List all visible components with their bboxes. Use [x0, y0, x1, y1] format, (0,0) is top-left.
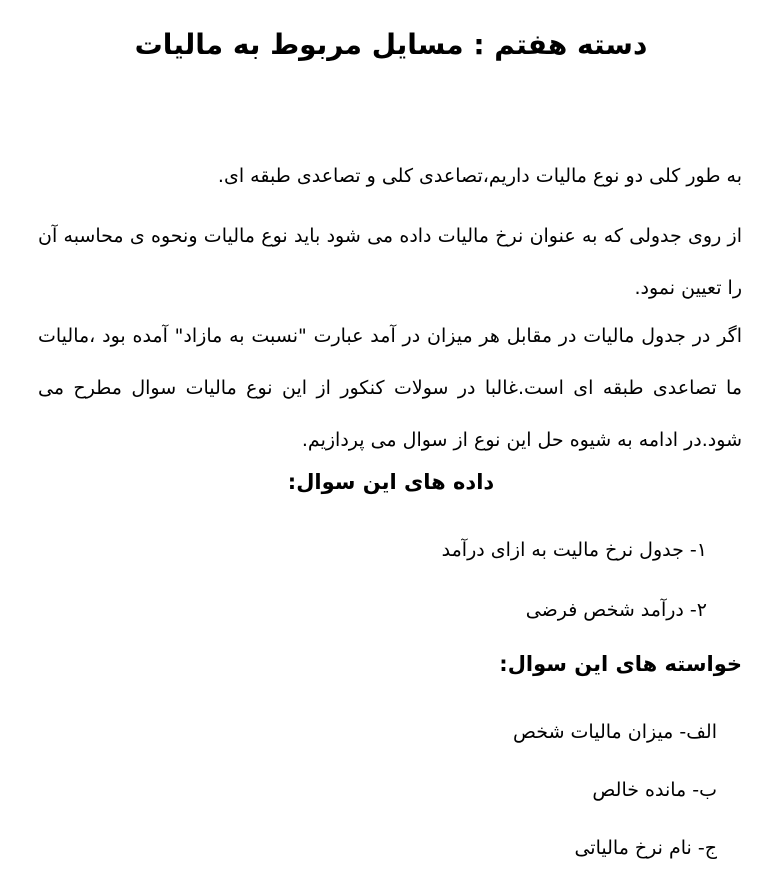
asked-item: الف- میزان مالیات شخص	[513, 721, 717, 743]
given-item: ۱- جدول نرخ مالیت به ازای درآمد	[441, 539, 707, 561]
asked-item: ب- مانده خالص	[592, 779, 717, 801]
page-title: دسته هفتم : مسایل مربوط به مالیات	[134, 28, 648, 61]
given-heading: داده های این سوال:	[287, 470, 495, 494]
asked-list	[513, 712, 717, 886]
given-item: ۲- درآمد شخص فرضی	[525, 599, 707, 621]
given-list	[442, 530, 707, 650]
paragraph-progressive-tax: اگر در جدول مالیات در مقابل هر میزان در آمد عبارت "نسبت به مازاد" آمده بود ،مالیات ما تصاعدی طبقه ای است.غالبا در سولات کنکور از این نوع مالیات سوال مطرح می شود.در ادامه به شیوه حل این نوع از سوال می پردازیم.	[38, 325, 742, 451]
asked-heading: خواسته های این سوال:	[499, 652, 742, 676]
asked-item: ج- نام نرخ مالیاتی	[574, 837, 717, 859]
paragraph-tax-table: از روی جدولی که به عنوان نرخ مالیات داده می شود باید نوع مالیات ونحوه ی محاسبه آن را تعیین نمود.	[38, 225, 742, 299]
paragraph-tax-types: به طور کلی دو نوع مالیات داریم،تصاعدی کلی و تصاعدی طبقه ای.	[217, 165, 742, 187]
